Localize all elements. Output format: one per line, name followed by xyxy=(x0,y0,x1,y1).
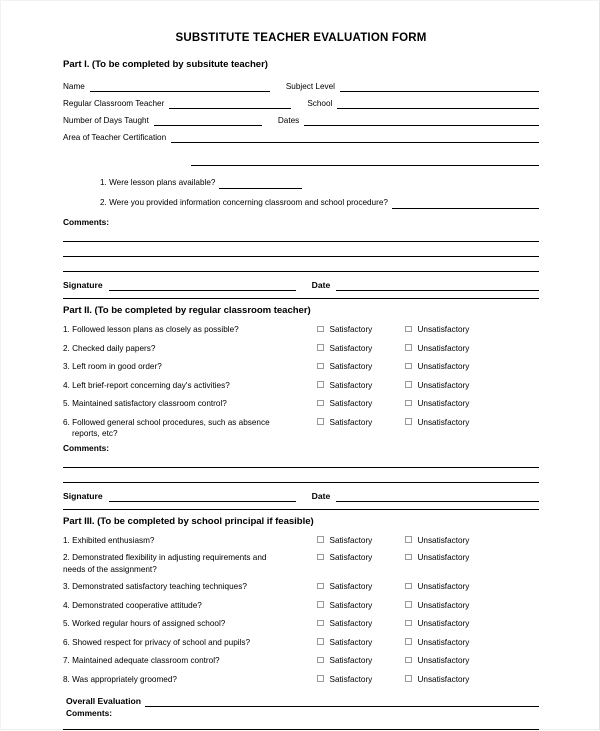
part1-question-2-text: 2. Were you provided information concerning classroom and school procedure? xyxy=(100,198,388,207)
part3-item-4-text: 4. Demonstrated cooperative attitude? xyxy=(63,600,202,610)
part2-item-4 xyxy=(63,380,539,392)
part2-signature-input[interactable] xyxy=(109,492,296,502)
label-school: School xyxy=(307,99,333,108)
part1-row-certification-overflow xyxy=(63,156,539,166)
option-label: Satisfactory xyxy=(329,362,373,371)
part3-item-5-satisfactory[interactable] xyxy=(317,618,405,630)
checkbox-icon[interactable] xyxy=(405,418,412,425)
part2-comments-line-1[interactable] xyxy=(63,467,539,468)
checkbox-icon[interactable] xyxy=(405,400,412,407)
checkbox-icon[interactable] xyxy=(317,638,324,645)
part2-item-1-satisfactory[interactable] xyxy=(317,324,405,336)
part3-item-3-text: 3. Demonstrated satisfactory teaching techniques? xyxy=(63,582,247,591)
checkbox-icon[interactable] xyxy=(317,418,324,425)
checkbox-icon[interactable] xyxy=(405,601,412,608)
checkbox-icon[interactable] xyxy=(317,675,324,682)
part2-date-input[interactable] xyxy=(336,492,539,502)
part3-item-7-unsatisfactory[interactable] xyxy=(405,655,469,667)
part2-item-1 xyxy=(63,324,539,336)
part2-item-2-text: 2. Checked daily papers? xyxy=(63,343,156,353)
part2-section-divider xyxy=(63,509,539,510)
overall-evaluation-input[interactable] xyxy=(145,697,539,707)
option-label: Unsatisfactory xyxy=(417,656,470,665)
option-label: Satisfactory xyxy=(329,417,373,427)
part1-row-regular-teacher xyxy=(63,98,539,109)
part3-item-2-text xyxy=(63,552,317,575)
checkbox-icon[interactable] xyxy=(317,344,324,351)
input-number-of-days-taught[interactable] xyxy=(154,116,262,126)
part3-item-5-unsatisfactory[interactable] xyxy=(405,618,469,630)
option-label: Satisfactory xyxy=(329,380,373,390)
part3-item-6-text: 6. Showed respect for privacy of school and pupils? xyxy=(63,637,251,647)
label-area-of-teacher-certification: Area of Teacher Certification xyxy=(63,133,167,142)
option-label: Unsatisfactory xyxy=(417,380,470,390)
part3-item-1 xyxy=(63,535,539,547)
part3-item-6-unsatisfactory[interactable] xyxy=(405,637,469,649)
checkbox-icon[interactable] xyxy=(405,381,412,388)
option-label: Unsatisfactory xyxy=(417,600,470,610)
checkbox-icon[interactable] xyxy=(317,363,324,370)
option-label: Satisfactory xyxy=(329,600,373,610)
part2-item-6-line1: 6. Followed general school procedures, such as absence xyxy=(63,417,270,427)
part1-signature-input[interactable] xyxy=(109,281,296,291)
option-label: Unsatisfactory xyxy=(417,637,470,647)
part3-item-3 xyxy=(63,581,539,593)
checkbox-icon[interactable] xyxy=(405,326,412,333)
part3-item-8-satisfactory[interactable] xyxy=(317,674,405,686)
option-label: Satisfactory xyxy=(329,399,373,408)
part3-heading: Part III. (To be completed by school principal if feasible) xyxy=(63,515,314,527)
part2-date-label: Date xyxy=(311,490,331,501)
part3-item-2-line1: 2. Demonstrated flexibility in adjusting requirements and xyxy=(63,553,267,562)
part2-item-1-text: 1. Followed lesson plans as closely as possible? xyxy=(63,325,239,334)
part1-heading: Part I. (To be completed by subsitute teacher) xyxy=(63,59,268,70)
option-label: Satisfactory xyxy=(329,325,373,334)
option-label: Satisfactory xyxy=(329,343,373,353)
label-dates: Dates xyxy=(277,116,300,125)
part3-item-7-text: 7. Maintained adequate classroom control? xyxy=(63,656,220,665)
checkbox-icon[interactable] xyxy=(317,381,324,388)
part1-row-certification xyxy=(63,132,539,143)
option-label: Unsatisfactory xyxy=(417,343,470,353)
part1-comments-line-2[interactable] xyxy=(63,256,539,257)
part1-signature-label: Signature xyxy=(63,280,103,290)
part2-item-3-text: 3. Left room in good order? xyxy=(63,362,162,371)
part2-item-3 xyxy=(63,361,539,373)
part3-item-8-unsatisfactory[interactable] xyxy=(405,674,469,686)
part3-comments-label: Comments: xyxy=(66,708,113,718)
part2-item-3-satisfactory[interactable] xyxy=(317,361,405,373)
option-label: Satisfactory xyxy=(329,637,373,647)
part3-item-6 xyxy=(63,637,539,649)
checkbox-icon[interactable] xyxy=(405,675,412,682)
part1-date-label: Date xyxy=(311,280,331,290)
part2-item-5 xyxy=(63,398,539,410)
part2-comments-label: Comments: xyxy=(63,442,110,453)
part3-item-1-text: 1. Exhibited enthusiasm? xyxy=(63,535,155,545)
part3-item-3-satisfactory[interactable] xyxy=(317,581,405,593)
overall-evaluation-label: Overall Evaluation xyxy=(66,696,141,706)
part2-item-2-satisfactory[interactable] xyxy=(317,343,405,355)
part2-heading: Part II. (To be completed by regular classroom teacher) xyxy=(63,305,311,316)
part2-item-2-unsatisfactory[interactable] xyxy=(405,343,469,355)
input-area-of-teacher-certification-2[interactable] xyxy=(191,156,539,166)
part2-item-4-satisfactory[interactable] xyxy=(317,380,405,392)
part2-signature-label: Signature xyxy=(63,490,103,501)
part2-item-6-text xyxy=(63,417,317,440)
input-regular-classroom-teacher[interactable] xyxy=(169,99,291,109)
part1-comments-line-3[interactable] xyxy=(63,271,539,272)
part1-question-2-answer[interactable] xyxy=(392,199,539,209)
input-school[interactable] xyxy=(337,99,539,109)
part3-item-4 xyxy=(63,600,539,612)
part1-question-1-answer[interactable] xyxy=(219,179,302,189)
part3-item-2-line2: needs of the assignment? xyxy=(63,564,157,574)
part3-item-4-satisfactory[interactable] xyxy=(317,600,405,612)
checkbox-icon[interactable] xyxy=(405,344,412,351)
checkbox-icon[interactable] xyxy=(405,657,412,664)
part1-question-2 xyxy=(63,197,539,209)
part3-item-1-satisfactory[interactable] xyxy=(317,535,405,547)
part3-item-3-unsatisfactory[interactable] xyxy=(405,581,469,593)
part2-item-6 xyxy=(63,417,539,440)
checkbox-icon[interactable] xyxy=(317,620,324,627)
part2-signature-row xyxy=(63,491,539,502)
part3-item-2-unsatisfactory[interactable] xyxy=(405,552,469,564)
checkbox-icon[interactable] xyxy=(317,657,324,664)
part1-row-name xyxy=(63,81,539,92)
part2-item-4-unsatisfactory[interactable] xyxy=(405,380,469,392)
checkbox-icon[interactable] xyxy=(317,326,324,333)
part3-item-4-unsatisfactory[interactable] xyxy=(405,600,469,612)
part1-question-1 xyxy=(63,177,539,189)
part1-date-input[interactable] xyxy=(336,281,539,291)
part3-checklist xyxy=(63,535,539,686)
part2-item-6-line2: reports, etc? xyxy=(72,429,118,438)
option-label: Unsatisfactory xyxy=(417,417,470,427)
option-label: Unsatisfactory xyxy=(417,619,470,628)
part2-item-5-satisfactory[interactable] xyxy=(317,398,405,410)
overall-evaluation-row xyxy=(63,696,539,707)
option-label: Unsatisfactory xyxy=(417,582,470,591)
part3-item-7-satisfactory[interactable] xyxy=(317,655,405,667)
option-label: Unsatisfactory xyxy=(417,553,470,562)
part3-item-6-satisfactory[interactable] xyxy=(317,637,405,649)
part2-item-4-text: 4. Left brief-report concerning day's activities? xyxy=(63,380,230,390)
option-label: Unsatisfactory xyxy=(417,535,470,545)
part1-comments-label: Comments: xyxy=(63,217,110,227)
input-area-of-teacher-certification[interactable] xyxy=(171,133,539,143)
label-name: Name xyxy=(63,82,85,91)
part2-checklist xyxy=(63,324,539,440)
input-dates[interactable] xyxy=(304,116,539,126)
part3-item-7 xyxy=(63,655,539,667)
option-label: Satisfactory xyxy=(329,553,373,562)
part2-item-2 xyxy=(63,343,539,355)
option-label: Satisfactory xyxy=(329,656,373,665)
part3-item-5 xyxy=(63,618,539,630)
part1-comments-line-1[interactable] xyxy=(63,241,539,242)
input-name[interactable] xyxy=(90,82,270,92)
checkbox-icon[interactable] xyxy=(405,363,412,370)
option-label: Satisfactory xyxy=(329,619,373,628)
checkbox-icon[interactable] xyxy=(317,536,324,543)
part3-item-2 xyxy=(63,552,539,575)
option-label: Satisfactory xyxy=(329,582,373,591)
part2-item-3-unsatisfactory[interactable] xyxy=(405,361,469,373)
checkbox-icon[interactable] xyxy=(317,601,324,608)
part2-item-5-unsatisfactory[interactable] xyxy=(405,398,469,410)
part1-signature-row xyxy=(63,280,539,291)
checkbox-icon[interactable] xyxy=(317,583,324,590)
page-title: SUBSTITUTE TEACHER EVALUATION FORM xyxy=(175,32,427,44)
part3-item-1-unsatisfactory[interactable] xyxy=(405,535,469,547)
checkbox-icon[interactable] xyxy=(317,400,324,407)
part2-comments-line-2[interactable] xyxy=(63,482,539,483)
option-label: Unsatisfactory xyxy=(417,362,470,371)
part1-section-divider xyxy=(63,298,539,299)
part2-item-6-unsatisfactory[interactable] xyxy=(405,417,469,429)
checkbox-icon[interactable] xyxy=(317,554,324,561)
part3-item-8 xyxy=(63,674,539,686)
form-sheet xyxy=(63,1,539,731)
option-label: Satisfactory xyxy=(329,674,373,684)
checkbox-icon[interactable] xyxy=(405,554,412,561)
option-label: Satisfactory xyxy=(329,535,373,545)
part3-item-5-text: 5. Worked regular hours of assigned school? xyxy=(63,619,226,628)
checkbox-icon[interactable] xyxy=(405,536,412,543)
part2-item-1-unsatisfactory[interactable] xyxy=(405,324,469,336)
checkbox-icon[interactable] xyxy=(405,620,412,627)
checkbox-icon[interactable] xyxy=(405,638,412,645)
checkbox-icon[interactable] xyxy=(405,583,412,590)
option-label: Unsatisfactory xyxy=(417,674,470,684)
part1-question-1-text: 1. Were lesson plans available? xyxy=(100,178,216,187)
part2-item-5-text: 5. Maintained satisfactory classroom control? xyxy=(63,399,227,408)
part1-row-days-taught xyxy=(63,115,539,126)
label-subject-level: Subject Level xyxy=(285,82,336,91)
part3-item-8-text: 8. Was appropriately groomed? xyxy=(63,674,177,684)
part3-item-2-satisfactory[interactable] xyxy=(317,552,405,564)
option-label: Unsatisfactory xyxy=(417,399,470,408)
option-label: Unsatisfactory xyxy=(417,325,470,334)
label-number-of-days-taught: Number of Days Taught xyxy=(63,116,149,125)
label-regular-classroom-teacher: Regular Classroom Teacher xyxy=(63,99,165,108)
part2-item-6-satisfactory[interactable] xyxy=(317,417,405,429)
input-subject-level[interactable] xyxy=(340,82,539,92)
